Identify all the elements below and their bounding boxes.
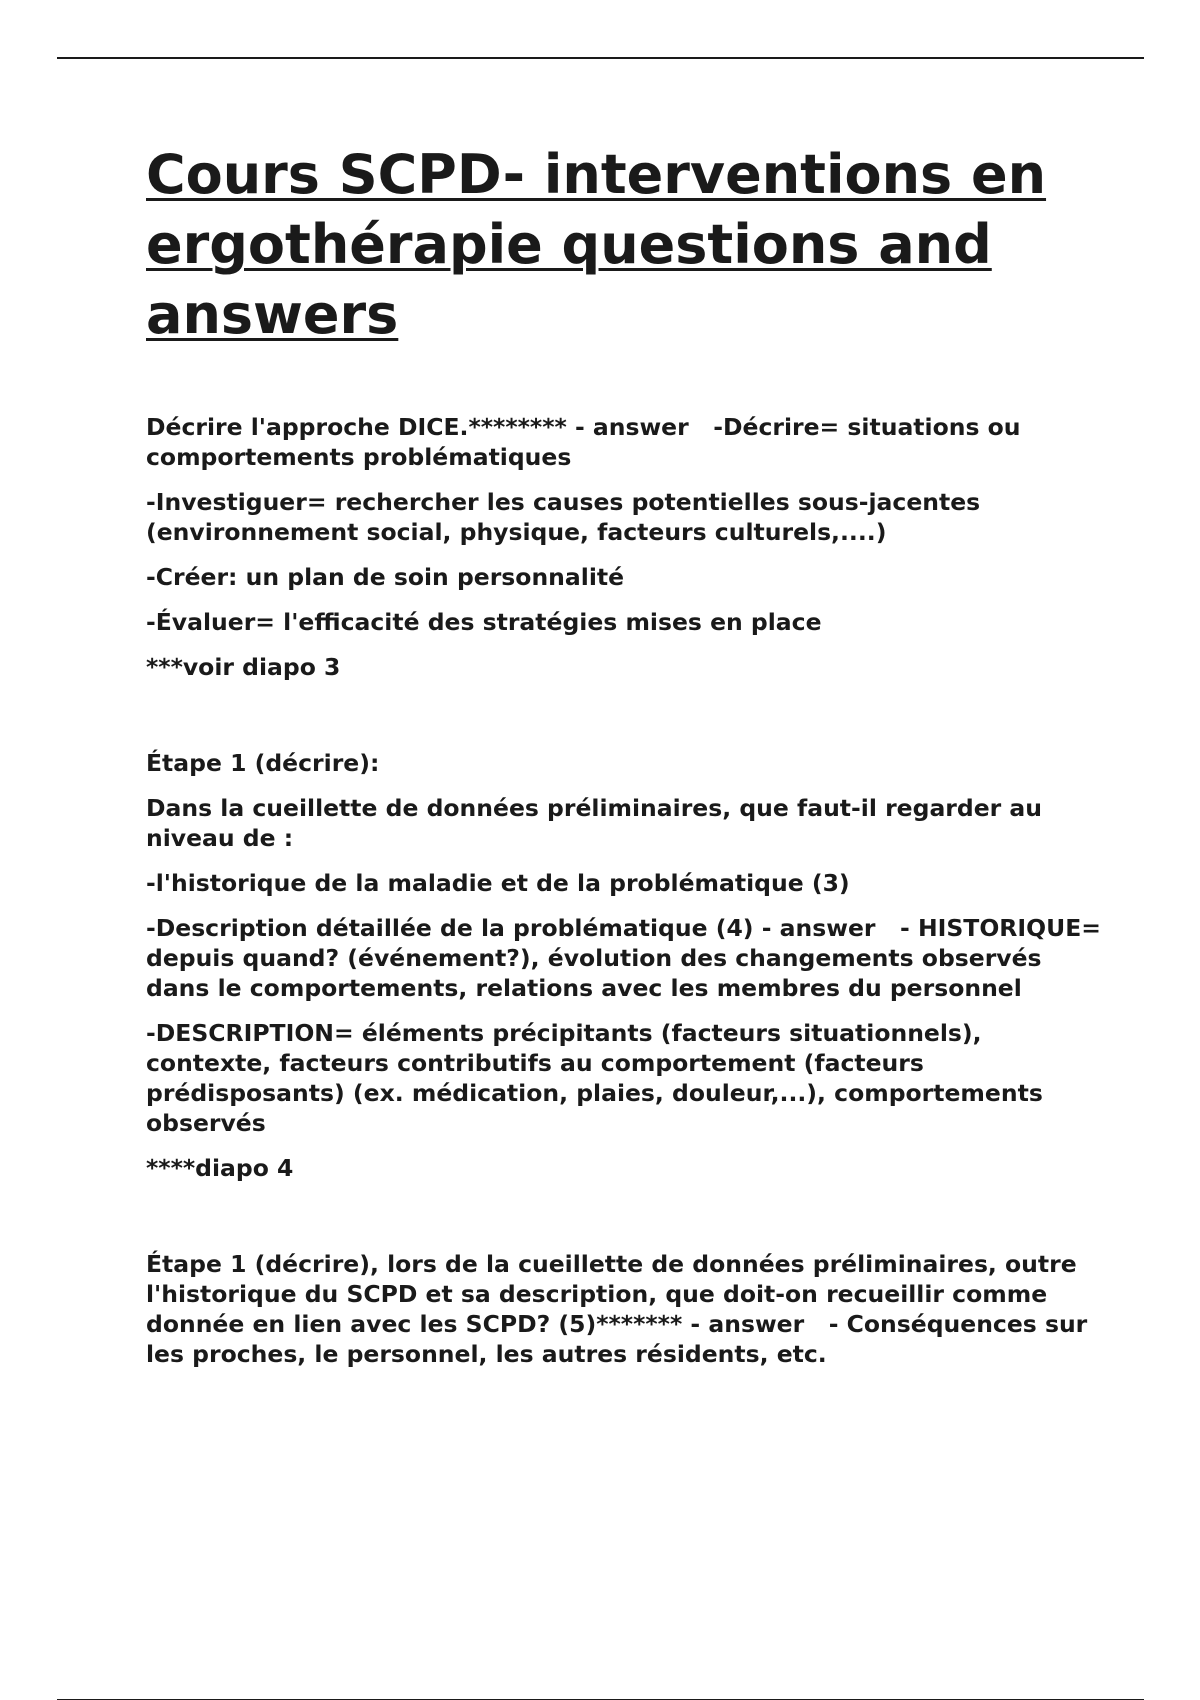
qa-block-etape1-historique <box>146 748 1110 1183</box>
question-text: Dans la cueillette de données préliminaires, que faut-il regarder au niveau de : <box>146 794 1051 852</box>
qa-list <box>146 412 1110 1369</box>
question-line: -l'historique de la maladie et de la problématique (3) <box>146 869 850 897</box>
answer-line: -Créer: un plan de soin personnalité <box>146 563 625 591</box>
qa-block-etape1-donnees <box>146 1249 1106 1369</box>
question-answer-text: -Description détaillée de la problématique (4) - answer - HISTORIQUE= depuis quand? (événement?), évolution des changements observés dans le comportements, relations avec les membres du personnel <box>146 914 1110 1002</box>
reference-note: ****diapo 4 <box>146 1154 294 1182</box>
document-title: Cours SCPD- interventions en ergothérapie questions and answers <box>146 143 1047 346</box>
question-answer-text: Décrire l'approche DICE.******** - answer -Décrire= situations ou comportements problématiques <box>146 413 1029 471</box>
answer-line: -DESCRIPTION= éléments précipitants (facteurs situationnels), contexte, facteurs contributifs au comportement (facteurs prédisposants) (ex. médication, plaies, douleur,...), comportements observés <box>146 1019 1051 1137</box>
top-divider <box>57 57 1144 59</box>
reference-note: ***voir diapo 3 <box>146 653 341 681</box>
document-body <box>146 140 1110 1435</box>
question-answer-text: Étape 1 (décrire), lors de la cueillette de données préliminaires, outre l'historique du SCPD et sa description, que doit-on recueillir comme donnée en lien avec les SCPD? (5)******* - answer - Conséquences sur les proches, le personnel, les autres résidents, etc. <box>146 1250 1096 1368</box>
step-heading: Étape 1 (décrire): <box>146 749 380 777</box>
qa-block-dice <box>146 412 1106 682</box>
answer-line: -Évaluer= l'efficacité des stratégies mises en place <box>146 608 822 636</box>
answer-line: -Investiguer= rechercher les causes potentielles sous-jacentes (environnement social, physique, facteurs culturels,....) <box>146 488 989 546</box>
